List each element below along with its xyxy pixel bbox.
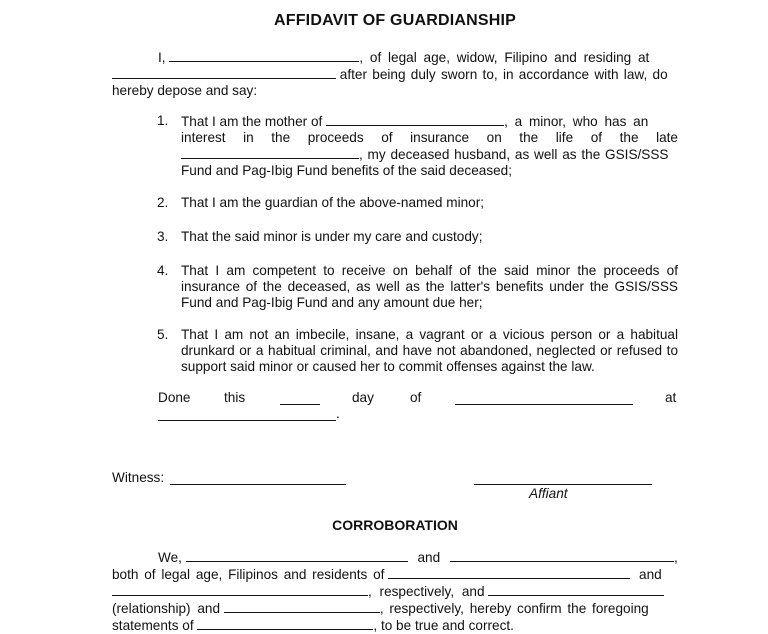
item4-line3: Fund and Pag-Ibig Fund and any amount due her; bbox=[181, 295, 483, 310]
corr-line-5 bbox=[112, 617, 678, 634]
item5-line2: drunkard or a habitual criminal, and have not abandoned, neglected or refused to bbox=[181, 343, 678, 358]
residence-blank-3 bbox=[112, 583, 368, 596]
item1-text-a: That I am the mother of bbox=[181, 114, 323, 129]
item-number: 5. bbox=[157, 327, 169, 342]
corr-line4-text: (relationship) and bbox=[112, 601, 221, 616]
intro-line2-text: after being duly sworn to, in accordance with law, do bbox=[339, 67, 668, 82]
place-blank bbox=[158, 408, 336, 421]
intro-line1-text: , of legal age, widow, Filipino and residing at bbox=[359, 50, 650, 65]
list-item-3 bbox=[157, 229, 678, 245]
item3-text: That the said minor is under my care and custody; bbox=[181, 229, 483, 244]
residence-blank-2 bbox=[388, 566, 630, 579]
husband-name-blank bbox=[181, 146, 359, 159]
document-title: AFFIDAVIT OF GUARDIANSHIP bbox=[273, 12, 517, 29]
item-number: 2. bbox=[157, 195, 169, 210]
list-item-4 bbox=[157, 263, 678, 311]
minor-name-blank bbox=[326, 113, 504, 126]
corr-line-1 bbox=[112, 549, 678, 566]
corr-line2-and: and bbox=[639, 567, 662, 582]
list-item-1 bbox=[157, 113, 678, 179]
residence-blank-4 bbox=[488, 583, 664, 596]
month-blank bbox=[455, 392, 633, 405]
corr-line4-end: , respectively, hereby confirm the foregoing bbox=[379, 601, 649, 616]
item1-text-b: , a minor, who has an bbox=[504, 114, 649, 129]
item1-line2: interest in the proceeds of insurance on the life of the late bbox=[181, 130, 678, 145]
item4-line2: insurance of the deceased, as well as the latter's benefits under the GSIS/SSS bbox=[181, 279, 678, 294]
period: . bbox=[336, 406, 340, 421]
residence-blank bbox=[112, 66, 336, 79]
item1-line4: Fund and Pag-Ibig Fund benefits of the said deceased; bbox=[181, 163, 513, 178]
corr-line3-text: , respectively, and bbox=[368, 584, 485, 599]
list-item-5 bbox=[157, 327, 678, 375]
corr-line-2 bbox=[112, 566, 678, 583]
intro-paragraph bbox=[112, 49, 678, 99]
corr-we: We, bbox=[158, 550, 182, 565]
corr-and: and bbox=[417, 550, 441, 565]
corroboration-paragraph bbox=[112, 549, 678, 634]
day-word: day bbox=[352, 390, 374, 405]
affiant-label: Affiant bbox=[529, 486, 568, 501]
witness-label: Witness: bbox=[112, 470, 165, 485]
at-word: at bbox=[665, 390, 677, 405]
done-word: Done bbox=[158, 390, 191, 405]
this-word: this bbox=[224, 390, 246, 405]
corr-line5-text: statements of bbox=[112, 618, 194, 633]
corr-line5-end: , to be true and correct. bbox=[373, 618, 514, 633]
intro-line-1 bbox=[112, 49, 678, 66]
intro-i: I, bbox=[158, 50, 166, 65]
name-blank bbox=[169, 49, 359, 62]
item5-line3: support said minor or caused her to commit offenses against the law. bbox=[181, 359, 595, 374]
of-word: of bbox=[410, 390, 422, 405]
item2-text: That I am the guardian of the above-named minor; bbox=[181, 195, 485, 210]
second-corroborator-blank bbox=[450, 549, 674, 562]
corr-comma: , bbox=[673, 550, 678, 565]
affiant-name-blank bbox=[197, 617, 373, 630]
relationship-blank bbox=[224, 600, 380, 613]
item1-line3 bbox=[181, 146, 678, 163]
item5-line1: That I am not an imbecile, insane, a vagrant or a vicious person or a habitual bbox=[181, 327, 678, 342]
affiant-signature-line bbox=[474, 472, 652, 485]
first-corroborator-blank bbox=[186, 549, 408, 562]
corr-line-4 bbox=[112, 600, 678, 617]
witness-signature-line bbox=[170, 472, 346, 485]
item1-text-c: , my deceased husband, as well as the GSIS/SSS bbox=[359, 147, 669, 162]
corr-line-3 bbox=[112, 583, 678, 600]
list-item-2 bbox=[157, 195, 678, 211]
corroboration-title: CORROBORATION bbox=[332, 517, 458, 533]
item4-line1: That I am competent to receive on behalf of the said minor the proceeds of bbox=[181, 263, 678, 278]
day-blank bbox=[280, 392, 320, 405]
corr-line2-text: both of legal age, Filipinos and residents of bbox=[112, 567, 385, 582]
item1-line1 bbox=[181, 113, 678, 130]
depositions-list bbox=[157, 113, 678, 375]
intro-line-2 bbox=[112, 66, 678, 83]
item-number: 1. bbox=[157, 113, 169, 128]
intro-line-3: hereby depose and say: bbox=[112, 83, 258, 98]
item-number: 3. bbox=[157, 229, 169, 244]
item-number: 4. bbox=[157, 263, 169, 278]
